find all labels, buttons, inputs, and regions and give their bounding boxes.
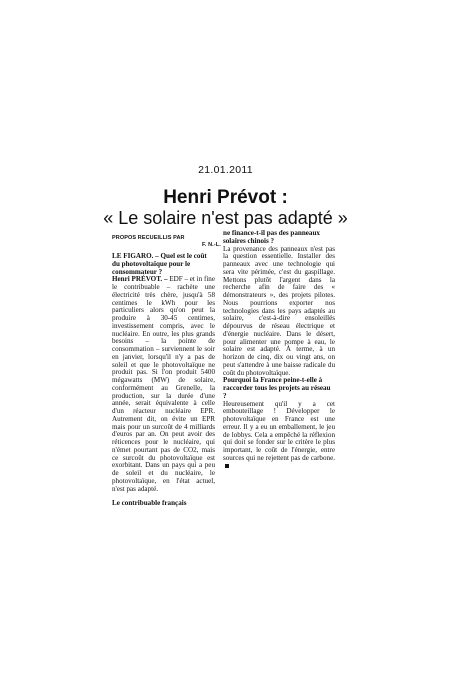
headline-name: Henri Prévot : [163,187,288,208]
question-3: Pourquoi la France peine-t-elle à raccorder tous les projets au réseau ? [223,376,331,400]
answer-1 [112,276,215,493]
question-1: LE FIGARO. – Quel est le coût du photovoltaïque pour le consommateur ? [112,252,207,276]
byline-initials: F. N.-L. [202,241,221,248]
answer-3 [223,401,335,471]
question-2-end: ne finance-t-il pas des panneaux solaires chinois ? [223,229,320,245]
answer-1-lead: Henri PRÉVOT. – [112,275,168,284]
byline [112,235,222,248]
article-column-left [112,253,215,508]
end-of-article-icon [225,464,229,468]
headline-quote: « Le solaire n'est pas adapté » [103,208,348,228]
question-2-start: Le contribuable français [112,499,187,508]
article-column-right [223,230,335,470]
answer-3-body: Heureusement qu'il y a cet embouteillage ! Développer le photovoltaïque en France est une erreur. Il y a eu un emballement, le jeu de lobbys. Cela a empêché la réflexion qui doit se fonder sur le critère le plus important, le coût de l'énergie, entre sources qui ne rejettent pas de carbone. [223,399,335,462]
answer-1-body: EDF – et in fine le contribuable – rachète une électricité très chère, jusqu'à 58 centimes le kWh pour les particuliers alors qu'on peut la produire à 30-45 centimes, investissement compris, avec le nucléaire. En outre, les plus grands besoins – la pointe de consommation – surviennent le soir en janvier, lorsqu'il n'y a pas de soleil et que le photovoltaïque ne produit pas. Si l'on produit 5400 mégawatts (MW) de solaire, conformément au Grenelle, la production, sur la durée d'une année, serait équivalente à celle d'un réacteur nucléaire EPR. Autrement dit, on évite un EPR mais pour un surcoût de 4 milliards d'euros par an. On peut avoir des réticences pour le nucléaire, qui n'émet pourtant pas de CO2, mais ce surcoût du photovoltaïque est exorbitant. Dans un pays qui a peu de soleil et du nucléaire, le photovoltaïque, en l'état actuel, n'est pas adapté. [112,275,215,493]
answer-2: La provenance des panneaux n'est pas la question essentielle. Installer des panneaux avec une technologie qui sera vite périmée, c'est du gaspillage. Mettons plutôt l'argent dans la recherche afin de faire des « démonstrateurs », des projets pilotes. Nous pourrions exporter nos technologies dans les pays adaptés au solaire, c'est-à-dire ensoleillés dépourvus de réseau électrique et d'énergie nucléaire. Dans le désert, pour alimenter une pompe à eau, le solaire est adapté. À terme, à un horizon de cinq, dix ou vingt ans, on peut s'attendre à une baisse radicale du coût du photovoltaïque. [223,244,335,377]
article-date: 21.01.2011 [198,164,253,176]
byline-label: PROPOS RECUEILLIS PAR [112,235,185,241]
